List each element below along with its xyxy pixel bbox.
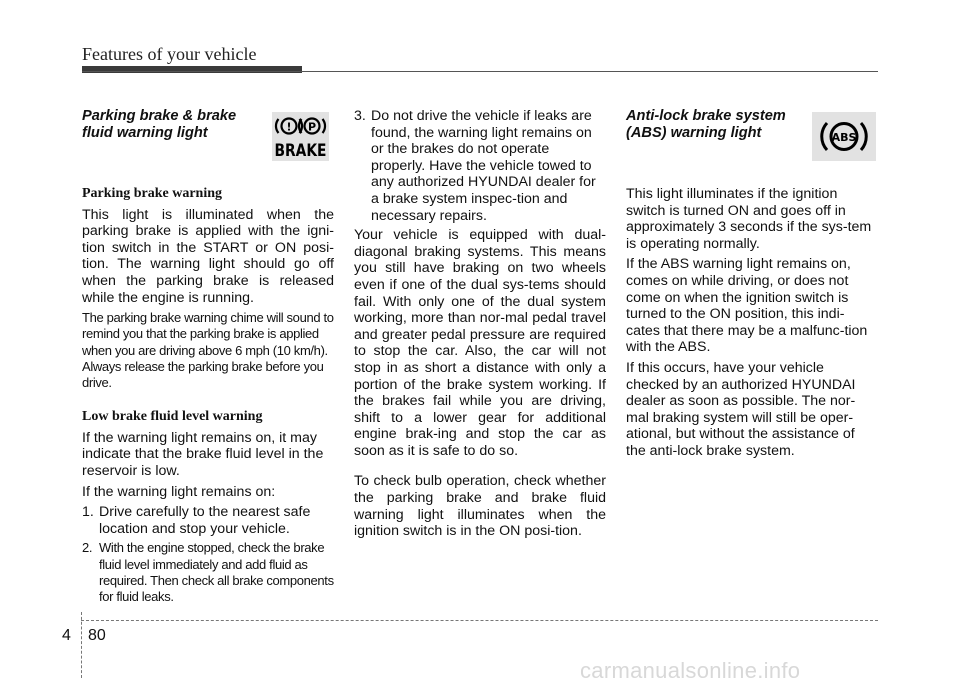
footer-horizontal-rule [81,620,878,621]
paragraph: This light illuminates if the ignition switch is turned ON and goes off in approximately 3 seconds if the sys-tem is operating normally. [626,186,872,252]
watermark: carmanualsonline.info [580,658,801,683]
paragraph: If the warning light remains on, it may indicate that the brake fluid level in the reservoir is low. [82,429,324,479]
paragraph-chime: The parking brake warning chime will sound to remind you that the parking brake is applied when you are driving above 6 mph (10 km/h). Always release the parking brake before you drive. [82,310,334,390]
subheading-parking-brake-warning: Parking brake warning [82,186,223,201]
list-item [82,504,334,537]
list-number: 1. [82,504,94,521]
section-title-abs: Anti-lock brake system (ABS) warning light [626,108,786,141]
list-item [354,108,606,224]
exclamation-mark: ! [286,120,292,134]
column-left [82,108,334,608]
paragraph: If the ABS warning light remains on, comes on while driving, or does not come on when the ignition switch is turned to the ON position, this indi-cates that there may be a malfunc-tion with the ABS. [626,256,868,356]
page-header-title: Features of your vehicle [82,44,257,64]
abs-word: ABS [831,131,857,144]
column-right [626,108,878,464]
page-number: 80 [88,627,106,644]
section-title-parking-brake: Parking brake & brake fluid warning light [82,108,237,141]
chapter-number: 4 [62,627,71,644]
header-rule [82,71,878,72]
paragraph: If the warning light remains on: [82,483,276,500]
column-middle [354,108,606,544]
list-item [82,540,334,605]
parking-letter: P [307,120,317,134]
brake-word: BRAKE [274,141,327,161]
paragraph: If this occurs, have your vehicle checked by an authorized HYUNDAI dealer as soon as possible. The nor-mal braking system will still be oper-ational, but without the assistance of the anti-lock brake system. [626,359,856,459]
list-text: With the engine stopped, check the brake fluid level immediately and add fluid as required. Then check all brake components for fluid leaks. [99,540,334,604]
footer-vertical-rule [81,612,82,678]
list-text: Drive carefully to the nearest safe location and stop your vehicle. [99,504,311,537]
paragraph-bulb-check: To check bulb operation, check whether the parking brake and brake fluid warning light illuminates when the ignition switch is in the ON posi-tion. [354,473,606,540]
list-text: Do not drive the vehicle if leaks are found, the warning light remains on or the brakes do not operate properly. Have the vehicle towed to any authorized HYUNDAI dealer for a brake system inspec-tion and necessary repairs. [371,108,596,224]
list-number: 2. [82,540,93,556]
paragraph-dual-braking: Your vehicle is equipped with dual-diagonal braking systems. This means you still have braking on two wheels even if one of the dual sys-tems should fail. With only one of the dual system working, more than nor-mal pedal travel and greater pedal pressure are required to stop the car. Also, the car will not stop in as short a distance with only a portion of the brake system working. If the brakes fail while you are driving, shift to a lower gear for additional engine brak-ing and stop the car as soon as it is safe to do so. [354,227,606,459]
subheading-low-brake-fluid: Low brake fluid level warning [82,409,263,425]
paragraph: This light is illuminated when the parking brake is applied with the igni-tion switch in the START or ON posi-tion. The warning light should go off when the parking brake is released while the engine is running. [82,206,334,306]
list-number: 3. [354,108,366,124]
